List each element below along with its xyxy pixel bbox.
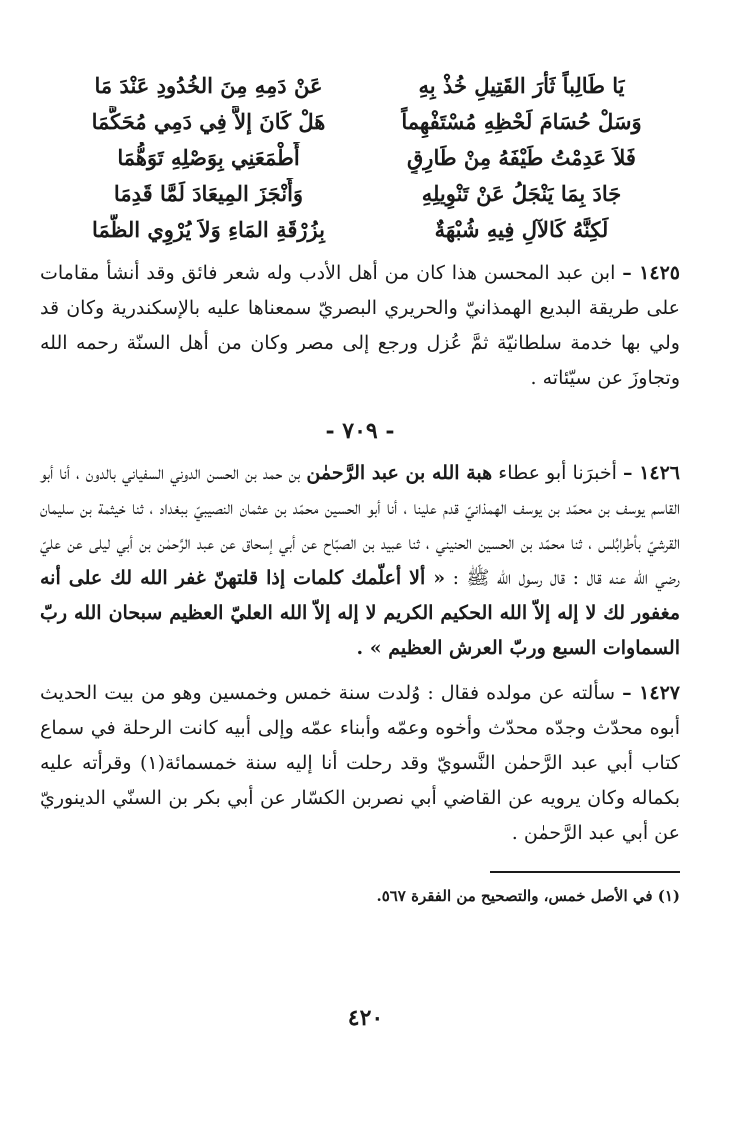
entry-1427-number: ١٤٢٧ – <box>622 682 680 704</box>
entry-1427 <box>40 676 680 851</box>
poem <box>74 70 656 246</box>
poem-verse-2-first: وَسَلْ حُسَامَ لَحْظِهِ مُسْتَفْهِماً <box>401 109 642 134</box>
poem-verse-3-first: فَلاَ عَدِمْتُ طَيْفَهُ مِنْ طَارِقٍ <box>407 145 636 170</box>
footnote: (١) في الأصل خمس، والتصحيح من الفقرة ٥٦٧. <box>376 887 680 905</box>
page-body <box>40 70 680 909</box>
entry-1426-hadith: « ألا أعلّمك كلمات إذا قلتهنّ غفر الله لك على أنه مغفور لك لا إله إلاّ الله الحكيم الكريم لا إله إلاّ الله العليّ العظيم سبحان الله ربّ السماوات السبع وربّ العرش العظيم » . <box>40 567 680 659</box>
poem-verse-3-second: أَطْمَعَنِي بِوَصْلِهِ تَوَهُّمَا <box>117 145 300 170</box>
poem-verse-5-second: بِزُرْقَةِ المَاءِ وَلاَ يُرْوِي الظَّمَا <box>92 217 325 242</box>
entry-1426 <box>40 456 680 666</box>
poem-verse-4-first: جَادَ بِمَا يَنْجَلُ عَنْ تَنْوِيلِهِ <box>421 181 622 206</box>
entry-1426-number: ١٤٢٦ – <box>623 462 681 484</box>
section-number: - ٧٠٩ - <box>325 418 395 444</box>
footnote-divider <box>490 871 680 873</box>
poem-verse-4-second: وَأَنْجَزَ المِيعَادَ لَمَّا قَدِمَا <box>113 181 304 206</box>
page-number: ٤٢٠ <box>347 1005 384 1031</box>
poem-verse-1-second: عَنْ دَمِهِ مِنَ الخُدُودِ عَنْدَ مَا <box>94 73 323 98</box>
entry-1426-intro: أخبرَنا أبو عطاء <box>498 462 617 484</box>
entry-1425 <box>40 256 680 396</box>
entry-1426-text: بن حمد بن الحسن الدوني السفياني بالدون ، أنا أبو القاسم يوسف بن محمّد بن يوسف الهمذانيّ قدم علينا ، أنا أبو الحسين محمّد بن عثمان النصيبيّ ببغداد ، ثنا خيثمة بن سليمان القرشيّ بأطرابُلس ، ثنا محمّد بن الحسين الحنيني ، ثنا عبيد بن الصبّاح عن أبي إسحاق عن عبد الرَّحمٰن بن أبي ليلى عن عليّ رضي الله عنه قال : قال رسول الله ﷺ : <box>40 462 681 589</box>
entry-1427-text: سألته عن مولده فقال : وُلدت سنة خمس وخمسين وهو من بيت الحديث أبوه محدّث وجدّه محدّث وأخوه وعمّه وأبناء عمّه وإلى أبيه كانت الرحلة في سماع كتاب أبي عبد الرَّحمٰن النَّسويّ وقد رحلت أنا إليه سنة خمسمائة(١) وقرأته عليه بكماله وكان يرويه عن القاضي أبي نصربن الكسّار عن أبي بكر بن السنّي الدينوريّ عن أبي عبد الرَّحمٰن . <box>40 682 680 844</box>
entry-1425-number: ١٤٢٥ – <box>622 262 680 284</box>
poem-verse-5-first: لَكِنَّهُ كَالآلِ فِيهِ شُبْهَةٌ <box>434 217 609 242</box>
poem-verse-1-first: يَا طَالِباً ثَأْرَ القَتِيلِ خُذْ بِهِ <box>418 73 625 98</box>
poem-verse-2-second: هَلْ كَانَ إلاَّ فِي دَمِي مُحَكَّمَا <box>91 109 326 134</box>
entry-1426-name: هبة الله بن عبد الرَّحمٰن <box>306 462 493 484</box>
entry-1425-text: ابن عبد المحسن هذا كان من أهل الأدب وله شعر فائق وقد أنشأ مقامات على طريقة البديع الهمذانيّ والحريري البصريّ سمعناها عليه بالإسكندرية وكان قد ولي بها خدمة سلطانيّة ثمَّ عُزل ورجع إلى مصر وكان من أهل السنّة رحمه الله وتجاوزَ عن سيّئاته . <box>40 262 680 389</box>
